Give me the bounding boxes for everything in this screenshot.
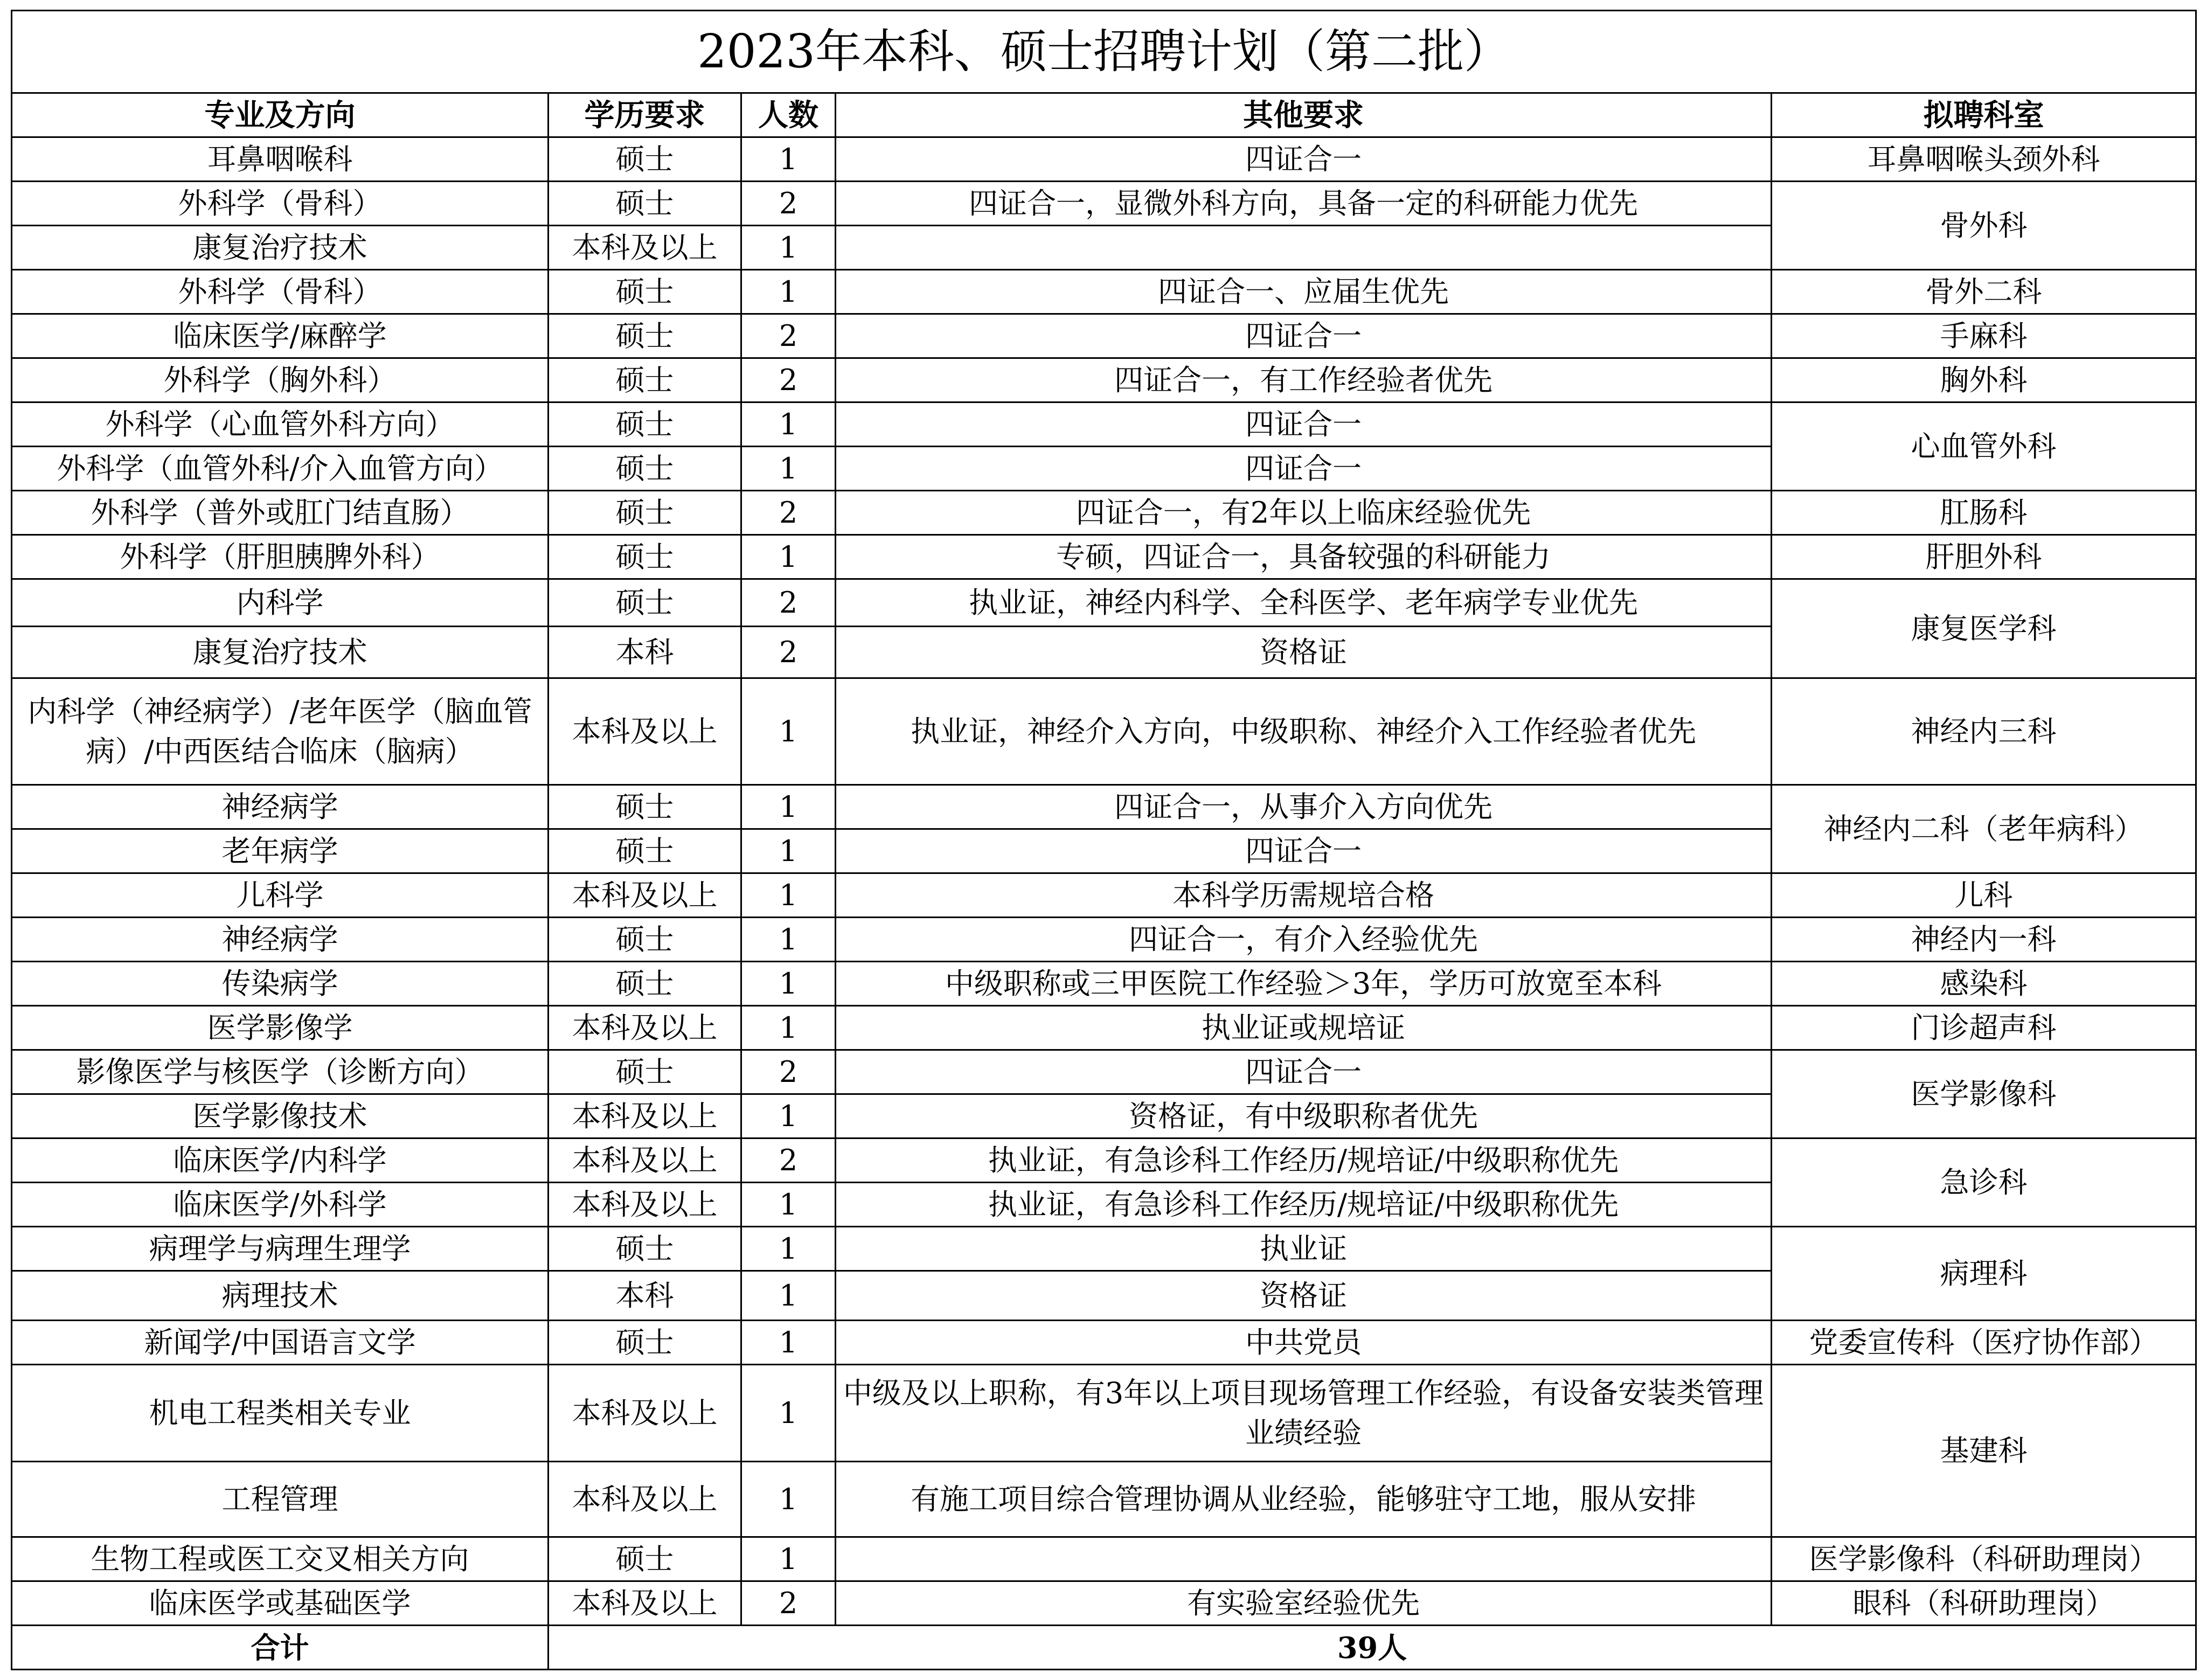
cell-education: 硕士 [549, 314, 741, 358]
cell-requirements: 四证合一，显微外科方向，具备一定的科研能力优先 [836, 182, 1772, 226]
cell-major: 康复治疗技术 [12, 627, 549, 678]
cell-education: 硕士 [549, 962, 741, 1006]
cell-requirements: 四证合一 [836, 402, 1772, 447]
cell-requirements: 执业证或规培证 [836, 1006, 1772, 1050]
cell-department: 急诊科 [1772, 1138, 2196, 1227]
cell-department: 骨外二科 [1772, 270, 2196, 314]
cell-major: 外科学（普外或肛门结直肠） [12, 491, 549, 535]
cell-count: 1 [741, 535, 836, 579]
cell-education: 本科及以上 [549, 1138, 741, 1183]
cell-major: 外科学（骨科） [12, 182, 549, 226]
header-count: 人数 [741, 93, 836, 137]
header-major: 专业及方向 [12, 93, 549, 137]
table-row [12, 1227, 2196, 1271]
table-row [12, 1138, 2196, 1183]
table-row [12, 270, 2196, 314]
cell-requirements [836, 226, 1772, 270]
cell-department: 神经内二科（老年病科） [1772, 785, 2196, 873]
cell-department: 康复医学科 [1772, 579, 2196, 678]
cell-education: 硕士 [549, 402, 741, 447]
cell-department: 感染科 [1772, 962, 2196, 1006]
cell-requirements: 四证合一 [836, 137, 1772, 182]
cell-requirements: 有施工项目综合管理协调从业经验，能够驻守工地，服从安排 [836, 1462, 1772, 1537]
cell-education: 本科及以上 [549, 1462, 741, 1537]
cell-count: 1 [741, 137, 836, 182]
cell-requirements: 中级及以上职称，有3年以上项目现场管理工作经验，有设备安装类管理业绩经验 [836, 1365, 1772, 1462]
cell-requirements: 四证合一，从事介入方向优先 [836, 785, 1772, 829]
cell-education: 硕士 [549, 182, 741, 226]
cell-count: 2 [741, 1050, 836, 1094]
cell-department: 儿科 [1772, 873, 2196, 918]
cell-count: 2 [741, 627, 836, 678]
table-row [12, 785, 2196, 829]
cell-major: 影像医学与核医学（诊断方向） [12, 1050, 549, 1094]
cell-education: 硕士 [549, 137, 741, 182]
cell-requirements: 中共党员 [836, 1321, 1772, 1365]
cell-requirements: 执业证 [836, 1227, 1772, 1271]
total-label: 合计 [12, 1626, 549, 1670]
cell-count: 1 [741, 402, 836, 447]
cell-requirements: 执业证，神经内科学、全科医学、老年病学专业优先 [836, 579, 1772, 627]
table-row [12, 1321, 2196, 1365]
cell-department: 党委宣传科（医疗协作部） [1772, 1321, 2196, 1365]
cell-education: 硕士 [549, 785, 741, 829]
cell-education: 本科及以上 [549, 226, 741, 270]
cell-count: 1 [741, 1365, 836, 1462]
cell-requirements: 专硕，四证合一，具备较强的科研能力 [836, 535, 1772, 579]
header-education: 学历要求 [549, 93, 741, 137]
header-department: 拟聘科室 [1772, 93, 2196, 137]
table-row [12, 1537, 2196, 1581]
cell-department: 肝胆外科 [1772, 535, 2196, 579]
cell-count: 1 [741, 1321, 836, 1365]
cell-department: 医学影像科（科研助理岗） [1772, 1537, 2196, 1581]
cell-count: 1 [741, 1094, 836, 1138]
cell-major: 内科学（神经病学）/老年医学（脑血管病）/中西医结合临床（脑病） [12, 678, 549, 785]
table-row [12, 873, 2196, 918]
cell-education: 本科及以上 [549, 1094, 741, 1138]
cell-requirements: 资格证，有中级职称者优先 [836, 1094, 1772, 1138]
cell-requirements: 中级职称或三甲医院工作经验＞3年，学历可放宽至本科 [836, 962, 1772, 1006]
cell-requirements: 四证合一 [836, 314, 1772, 358]
cell-major: 神经病学 [12, 785, 549, 829]
cell-education: 硕士 [549, 829, 741, 873]
cell-count: 2 [741, 1581, 836, 1626]
table-row [12, 962, 2196, 1006]
total-row [12, 1626, 2196, 1670]
cell-major: 工程管理 [12, 1462, 549, 1537]
cell-department: 神经内一科 [1772, 918, 2196, 962]
cell-requirements: 四证合一 [836, 829, 1772, 873]
cell-major: 神经病学 [12, 918, 549, 962]
cell-requirements: 四证合一 [836, 447, 1772, 491]
cell-major: 外科学（肝胆胰脾外科） [12, 535, 549, 579]
cell-major: 生物工程或医工交叉相关方向 [12, 1537, 549, 1581]
cell-education: 本科及以上 [549, 1183, 741, 1227]
cell-count: 1 [741, 962, 836, 1006]
cell-requirements: 四证合一，有2年以上临床经验优先 [836, 491, 1772, 535]
cell-requirements: 资格证 [836, 1271, 1772, 1321]
cell-education: 硕士 [549, 918, 741, 962]
cell-count: 1 [741, 270, 836, 314]
cell-major: 临床医学/外科学 [12, 1183, 549, 1227]
cell-department: 眼科（科研助理岗） [1772, 1581, 2196, 1626]
cell-major: 传染病学 [12, 962, 549, 1006]
cell-count: 2 [741, 358, 836, 402]
cell-count: 2 [741, 579, 836, 627]
cell-department: 肛肠科 [1772, 491, 2196, 535]
total-value: 39人 [549, 1626, 2196, 1670]
cell-requirements: 有实验室经验优先 [836, 1581, 1772, 1626]
cell-count: 1 [741, 1462, 836, 1537]
cell-major: 病理学与病理生理学 [12, 1227, 549, 1271]
cell-count: 1 [741, 226, 836, 270]
title-row [12, 11, 2196, 93]
cell-major: 内科学 [12, 579, 549, 627]
cell-count: 1 [741, 678, 836, 785]
cell-requirements [836, 1537, 1772, 1581]
cell-education: 本科 [549, 1271, 741, 1321]
cell-department: 骨外科 [1772, 182, 2196, 270]
cell-major: 临床医学/麻醉学 [12, 314, 549, 358]
table-row [12, 137, 2196, 182]
table-row [12, 579, 2196, 627]
cell-department: 病理科 [1772, 1227, 2196, 1321]
cell-major: 医学影像学 [12, 1006, 549, 1050]
cell-count: 1 [741, 1006, 836, 1050]
cell-major: 耳鼻咽喉科 [12, 137, 549, 182]
cell-major: 外科学（胸外科） [12, 358, 549, 402]
cell-major: 医学影像技术 [12, 1094, 549, 1138]
table-row [12, 358, 2196, 402]
cell-department: 手麻科 [1772, 314, 2196, 358]
table-row [12, 535, 2196, 579]
cell-count: 1 [741, 1271, 836, 1321]
cell-major: 临床医学或基础医学 [12, 1581, 549, 1626]
cell-education: 硕士 [549, 447, 741, 491]
cell-requirements: 执业证，有急诊科工作经历/规培证/中级职称优先 [836, 1138, 1772, 1183]
table-row [12, 1365, 2196, 1462]
cell-count: 1 [741, 873, 836, 918]
table-row [12, 491, 2196, 535]
cell-education: 硕士 [549, 1537, 741, 1581]
cell-education: 硕士 [549, 270, 741, 314]
cell-education: 硕士 [549, 358, 741, 402]
cell-requirements: 四证合一，有工作经验者优先 [836, 358, 1772, 402]
cell-requirements: 四证合一 [836, 1050, 1772, 1094]
table-row [12, 918, 2196, 962]
table-row [12, 314, 2196, 358]
cell-major: 老年病学 [12, 829, 549, 873]
table-title: 2023年本科、硕士招聘计划（第二批） [12, 11, 2196, 93]
cell-count: 1 [741, 447, 836, 491]
cell-department: 基建科 [1772, 1365, 2196, 1537]
cell-count: 1 [741, 785, 836, 829]
cell-major: 新闻学/中国语言文学 [12, 1321, 549, 1365]
cell-count: 2 [741, 1138, 836, 1183]
table-row [12, 1050, 2196, 1094]
cell-education: 本科及以上 [549, 1581, 741, 1626]
cell-requirements: 资格证 [836, 627, 1772, 678]
cell-count: 1 [741, 918, 836, 962]
cell-education: 本科及以上 [549, 1006, 741, 1050]
cell-department: 胸外科 [1772, 358, 2196, 402]
cell-major: 外科学（骨科） [12, 270, 549, 314]
cell-department: 心血管外科 [1772, 402, 2196, 491]
cell-requirements: 本科学历需规培合格 [836, 873, 1772, 918]
cell-requirements: 四证合一、应届生优先 [836, 270, 1772, 314]
header-requirements: 其他要求 [836, 93, 1772, 137]
cell-major: 机电工程类相关专业 [12, 1365, 549, 1462]
cell-education: 硕士 [549, 1050, 741, 1094]
cell-education: 硕士 [549, 579, 741, 627]
cell-count: 1 [741, 1183, 836, 1227]
cell-education: 硕士 [549, 1321, 741, 1365]
cell-major: 病理技术 [12, 1271, 549, 1321]
cell-count: 1 [741, 1537, 836, 1581]
cell-count: 2 [741, 491, 836, 535]
cell-major: 儿科学 [12, 873, 549, 918]
cell-major: 外科学（心血管外科方向） [12, 402, 549, 447]
cell-education: 本科及以上 [549, 1365, 741, 1462]
table-row [12, 182, 2196, 226]
cell-department: 门诊超声科 [1772, 1006, 2196, 1050]
cell-count: 1 [741, 1227, 836, 1271]
cell-requirements: 执业证，神经介入方向，中级职称、神经介入工作经验者优先 [836, 678, 1772, 785]
cell-department: 耳鼻咽喉头颈外科 [1772, 137, 2196, 182]
recruitment-plan-table [11, 10, 2197, 1670]
cell-major: 外科学（血管外科/介入血管方向） [12, 447, 549, 491]
cell-count: 2 [741, 314, 836, 358]
cell-education: 本科 [549, 627, 741, 678]
table-row [12, 1581, 2196, 1626]
header-row [12, 93, 2196, 137]
cell-education: 本科及以上 [549, 678, 741, 785]
cell-education: 本科及以上 [549, 873, 741, 918]
cell-major: 临床医学/内科学 [12, 1138, 549, 1183]
cell-department: 医学影像科 [1772, 1050, 2196, 1138]
cell-requirements: 执业证，有急诊科工作经历/规培证/中级职称优先 [836, 1183, 1772, 1227]
table-row [12, 402, 2196, 447]
table-row [12, 678, 2196, 785]
cell-education: 硕士 [549, 1227, 741, 1271]
cell-education: 硕士 [549, 535, 741, 579]
cell-major: 康复治疗技术 [12, 226, 549, 270]
cell-count: 2 [741, 182, 836, 226]
table-row [12, 1006, 2196, 1050]
cell-requirements: 四证合一，有介入经验优先 [836, 918, 1772, 962]
cell-department: 神经内三科 [1772, 678, 2196, 785]
cell-count: 1 [741, 829, 836, 873]
cell-education: 硕士 [549, 491, 741, 535]
